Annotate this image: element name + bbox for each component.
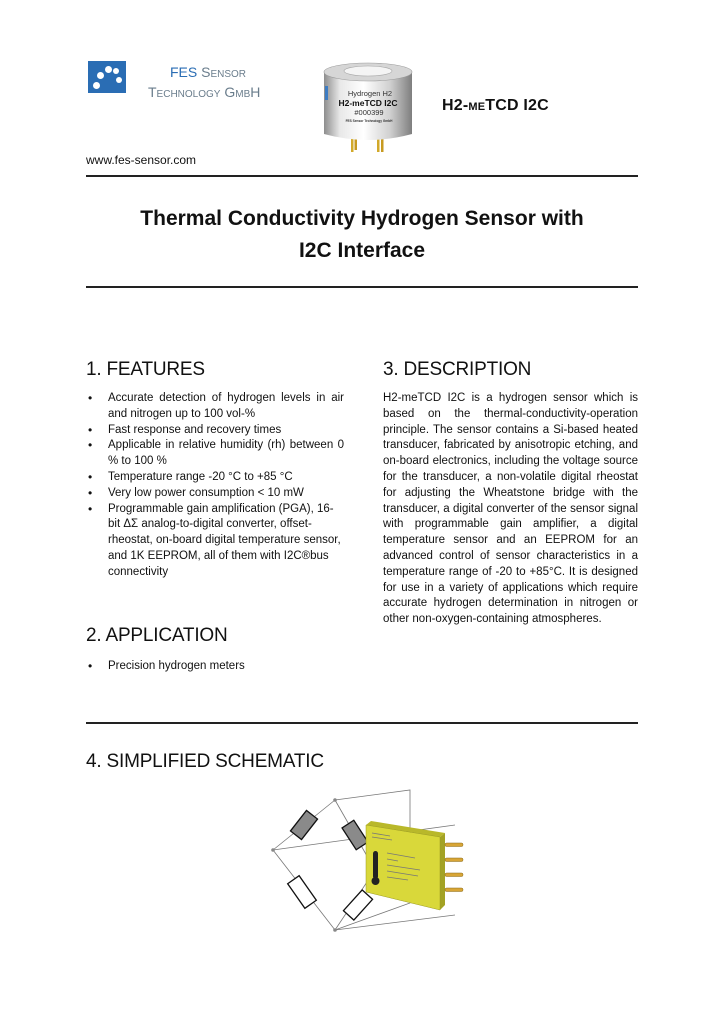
logo-dot bbox=[116, 77, 122, 83]
resistor-heated bbox=[290, 810, 317, 839]
logo-dot bbox=[105, 66, 112, 73]
chip-pin bbox=[445, 843, 463, 847]
chip-pin bbox=[445, 858, 463, 862]
sensor-label-serial: #000399 bbox=[354, 108, 384, 117]
page-title-line1: Thermal Conductivity Hydrogen Sensor with bbox=[140, 207, 584, 230]
logo-dot bbox=[97, 72, 104, 79]
chip-pin bbox=[445, 873, 463, 877]
bridge-node bbox=[271, 848, 275, 852]
list-item: • Temperature range -20 °C to +85 °C bbox=[86, 470, 344, 486]
sensor-label-gas: Hydrogen H2 bbox=[347, 89, 393, 98]
resistor-heated bbox=[342, 820, 368, 849]
list-item: • Fast response and recovery times bbox=[86, 423, 344, 439]
list-item: • Accurate detection of hydrogen levels in air and nitrogen up to 100 vol-% bbox=[86, 391, 344, 423]
sensor-label-model: H2-meTCD I2C bbox=[338, 98, 398, 108]
description-heading: 3. DESCRIPTION bbox=[383, 359, 532, 380]
sensor-pin bbox=[355, 138, 358, 150]
divider bbox=[86, 175, 638, 177]
sensor-top-inner bbox=[344, 66, 392, 76]
chip-pin bbox=[445, 888, 463, 892]
sensor-label-strip bbox=[325, 86, 328, 100]
description-text: H2-meTCD I2C is a hydrogen sensor which is based on the thermal-conductivity-operation principle. The sensor contains a Si-based heated transducer, fabricated by anisotropic etching, and on-board electronics, including the voltage source for the transducer, a non-volatile digital rheostat for adjusting the Wheatstone bridge with the transducer, a digital converter of the sensor signal with programmable gain amplifier, a digital temperature sensor and an EEPROM for an advanced control of sensor characteristics in a temperature range of -20 to +85°C. It is designed for use in a variety of applications which require accurate hydrogen determination in nitrogen or other non-oxygen-containing atmospheres. bbox=[383, 392, 638, 626]
page-title-line2: I2C Interface bbox=[298, 239, 426, 262]
features-heading: 1. FEATURES bbox=[86, 359, 205, 380]
sensor-product-image bbox=[318, 58, 418, 158]
company-name-fes: FES bbox=[170, 64, 198, 80]
list-item: • Applicable in relative humidity (rh) between 0 % to 100 % bbox=[86, 438, 344, 470]
bridge-node bbox=[333, 798, 337, 802]
sensor-pin bbox=[351, 138, 354, 152]
company-name-sensor: Sensor bbox=[201, 64, 247, 80]
company-name-line2: Technology GmbH bbox=[148, 84, 261, 100]
divider bbox=[86, 722, 638, 724]
list-item: • Programmable gain amplification (PGA), 16-bit ΔΣ analog-to-digital converter, offset-rheostat, on-board digital temperature sensor, and 1K EEPROM, all of them with I2C®bus connectivity bbox=[86, 502, 344, 581]
schematic-diagram bbox=[270, 785, 465, 945]
divider bbox=[86, 286, 638, 288]
bridge-node bbox=[333, 928, 337, 932]
list-item: • Precision hydrogen meters bbox=[86, 659, 344, 675]
logo-dot bbox=[93, 82, 100, 89]
sensor-pin bbox=[377, 138, 380, 152]
application-heading: 2. APPLICATION bbox=[86, 625, 228, 646]
electronics-chip bbox=[366, 821, 445, 910]
company-logo bbox=[88, 61, 126, 93]
sensor-label-maker: FES Sensor Technology GmbH bbox=[345, 119, 393, 123]
resistor-reference bbox=[288, 876, 317, 909]
model-name: H2-meTCD I2C bbox=[442, 97, 549, 114]
company-name bbox=[148, 62, 260, 102]
logo-dot bbox=[113, 68, 119, 74]
website-link[interactable]: www.fes-sensor.com bbox=[86, 153, 197, 167]
application-list bbox=[86, 659, 344, 675]
list-item: • Very low power consumption < 10 mW bbox=[86, 486, 344, 502]
schematic-heading: 4. SIMPLIFIED SCHEMATIC bbox=[86, 751, 324, 772]
sensor-pin bbox=[381, 138, 384, 152]
features-list bbox=[86, 391, 344, 581]
resistor-reference bbox=[343, 890, 372, 920]
page-title bbox=[86, 203, 638, 267]
chip-pins bbox=[445, 843, 463, 892]
thermometer-icon bbox=[373, 851, 378, 879]
